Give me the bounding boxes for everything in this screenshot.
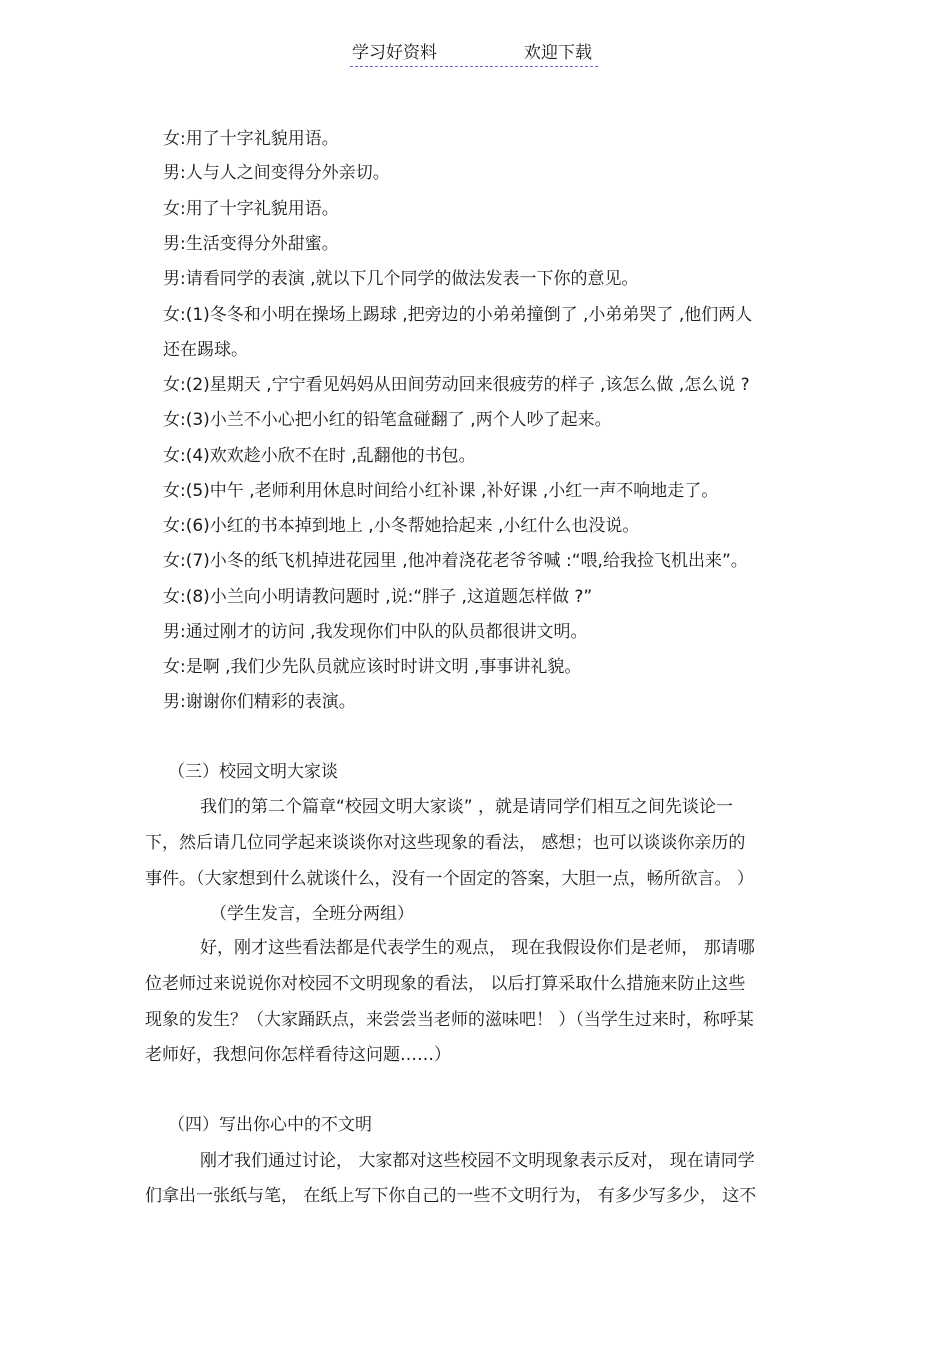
paragraph-line: 事件。（大家想到什么就谈什么，没有一个固定的答案，大胆一点，畅所欲言。 ）	[145, 869, 754, 889]
dialogue-line: 女:(1)冬冬和小明在操场上踢球 ,把旁边的小弟弟撞倒了 ,小弟弟哭了 ,他们两人	[163, 305, 753, 325]
dialogue-line: 还在踢球。	[163, 340, 248, 360]
paragraph-line: 刚才我们通过讨论， 大家都对这些校园不文明现象表示反对， 现在请同学	[200, 1151, 755, 1171]
paragraph-line: 们拿出一张纸与笔， 在纸上写下你自己的一些不文明行为， 有多少写多少， 这不	[145, 1186, 757, 1206]
page-header	[350, 40, 598, 67]
paragraph-note: （学生发言，全班分两组）	[210, 904, 414, 924]
dialogue-line: 男:谢谢你们精彩的表演。	[163, 692, 356, 712]
header-left-text: 学习好资料	[352, 43, 437, 63]
dialogue-line: 男:请看同学的表演 ,就以下几个同学的做法发表一下你的意见。	[163, 269, 639, 289]
section-heading: （四）写出你心中的不文明	[168, 1115, 372, 1135]
header-right-text: 欢迎下载	[524, 43, 592, 63]
dialogue-line: 女:(3)小兰不小心把小红的铅笔盒碰翻了 ,两个人吵了起来。	[163, 410, 612, 430]
dialogue-line: 男:人与人之间变得分外亲切。	[163, 163, 390, 183]
section-heading: （三）校园文明大家谈	[168, 762, 338, 782]
dialogue-line: 女:用了十字礼貌用语。	[163, 129, 339, 149]
dialogue-line: 女:(5)中午 ,老师利用休息时间给小红补课 ,补好课 ,小红一声不响地走了。	[163, 481, 719, 501]
paragraph-line: 位老师过来说说你对校园不文明现象的看法， 以后打算采取什么措施来防止这些	[145, 974, 746, 994]
paragraph-line: 现象的发生？（大家踊跃点，来尝尝当老师的滋味吧！ ）（当学生过来时，称呼某	[145, 1010, 754, 1030]
dialogue-line: 男:生活变得分外甜蜜。	[163, 234, 339, 254]
paragraph-line: 我们的第二个篇章“校园文明大家谈” ，就是请同学们相互之间先谈论一	[200, 797, 734, 817]
dialogue-line: 女:(8)小兰向小明请教问题时 ,说:“胖子 ,这道题怎样做 ?”	[163, 587, 593, 607]
paragraph-line: 下，然后请几位同学起来谈谈你对这些现象的看法， 感想；也可以谈谈你亲历的	[145, 833, 746, 853]
dialogue-line: 女:(4)欢欢趁小欣不在时 ,乱翻他的书包。	[163, 446, 476, 466]
dialogue-line: 男:通过刚才的访问 ,我发现你们中队的队员都很讲文明。	[163, 622, 588, 642]
dialogue-line: 女:是啊 ,我们少先队员就应该时时讲文明 ,事事讲礼貌。	[163, 657, 582, 677]
dialogue-line: 女:(2)星期天 ,宁宁看见妈妈从田间劳动回来很疲劳的样子 ,该怎么做 ,怎么说 ?	[163, 375, 750, 395]
dialogue-line: 女:用了十字礼貌用语。	[163, 199, 339, 219]
dialogue-line: 女:(6)小红的书本掉到地上 ,小冬帮她拾起来 ,小红什么也没说。	[163, 516, 640, 536]
paragraph-line: 好，刚才这些看法都是代表学生的观点， 现在我假设你们是老师， 那请哪	[200, 938, 755, 958]
dialogue-line: 女:(7)小冬的纸飞机掉进花园里 ,他冲着浇花老爷爷喊 :“喂,给我捡飞机出来”。	[163, 551, 748, 571]
paragraph-line: 老师好，我想问你怎样看待这问题……）	[145, 1045, 451, 1065]
